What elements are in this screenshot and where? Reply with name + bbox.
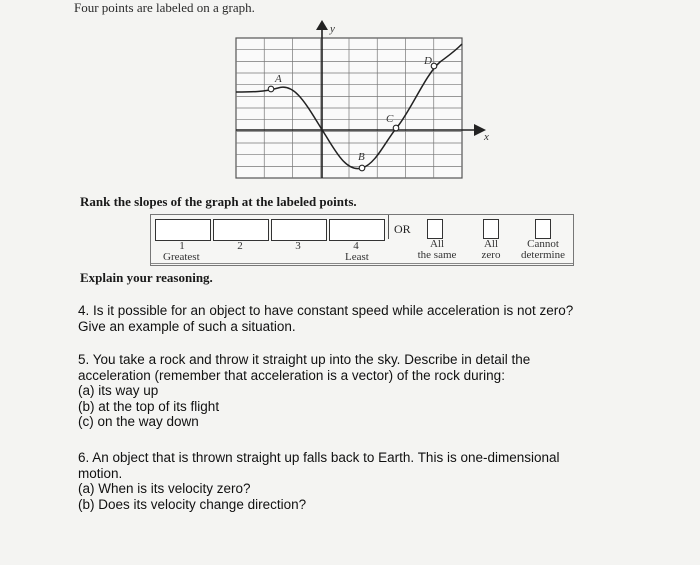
rank-slot-1-caption: Greatest (163, 251, 200, 263)
question-4 (78, 303, 573, 334)
ranking-title: Rank the slopes of the graph at the labeled points. (80, 194, 357, 209)
question-6 (78, 450, 560, 512)
point-d-marker (431, 63, 437, 69)
all-same-line1: All (429, 238, 445, 250)
all-zero-line1: All (483, 238, 499, 250)
point-d-label: D (424, 55, 432, 67)
rank-slot-3-number: 3 (295, 240, 301, 252)
question-5-line2: acceleration (remember that acceleration is a vector) of the rock during: (78, 367, 505, 383)
question-4-line2: Give an example of such a situation. (78, 318, 296, 334)
point-b-label: B (358, 151, 365, 163)
point-a-marker (268, 86, 274, 92)
explain-prompt: Explain your reasoning. (80, 270, 213, 285)
all-same-checkbox[interactable] (427, 219, 443, 239)
all-same-line2: the same (417, 249, 457, 261)
rank-slot-4-caption: Least (345, 251, 369, 263)
rank-slot-1[interactable] (155, 219, 211, 241)
point-c-marker (393, 125, 399, 131)
ranking-box (150, 214, 574, 266)
y-axis-arrow (316, 20, 328, 30)
rank-slot-1-number: 1 (179, 240, 185, 252)
rank-slot-4-number: 4 (353, 240, 359, 252)
graph (222, 18, 512, 184)
rank-slot-2[interactable] (213, 219, 269, 241)
question-6-line1: 6. An object that is thrown straight up falls back to Earth. This is one-dimensional (78, 450, 560, 465)
cannot-determine-line2: determine (521, 249, 565, 261)
point-a-label: A (275, 73, 282, 85)
question-5-line1: 5. You take a rock and throw it straight up into the sky. Describe in detail the (78, 352, 531, 367)
cannot-determine-caption (515, 239, 571, 261)
question-5 (78, 352, 530, 430)
or-label: OR (394, 222, 411, 236)
divider (388, 215, 389, 239)
cannot-determine-line1: Cannot (527, 238, 559, 250)
point-c-label: C (386, 113, 394, 125)
question-6-part-a: (a) When is its velocity zero? (78, 481, 251, 496)
point-b-marker (359, 165, 365, 171)
rank-slot-3[interactable] (271, 219, 327, 241)
rank-slot-2-number: 2 (237, 240, 243, 252)
question-5-part-b: (b) at the top of its flight (78, 398, 220, 414)
question-4-line1: 4. Is it possible for an object to have constant speed while acceleration is not zero? (78, 303, 574, 318)
all-zero-line2: zero (481, 249, 501, 261)
cannot-determine-checkbox[interactable] (535, 219, 551, 239)
all-zero-caption (473, 239, 509, 261)
intro-text: Four points are labeled on a graph. (74, 0, 255, 15)
question-5-part-a: (a) its way up (78, 383, 159, 398)
question-6-line2: motion. (78, 465, 123, 481)
rank-slot-4[interactable] (329, 219, 385, 241)
all-zero-checkbox[interactable] (483, 219, 499, 239)
y-axis-label: y (330, 23, 335, 35)
x-axis-label: x (484, 131, 489, 143)
ranking-underline (151, 263, 573, 264)
question-5-part-c: (c) on the way down (78, 414, 199, 429)
question-6-part-b: (b) Does its velocity change direction? (78, 496, 307, 512)
graph-svg (222, 18, 512, 184)
all-same-caption (409, 239, 465, 261)
